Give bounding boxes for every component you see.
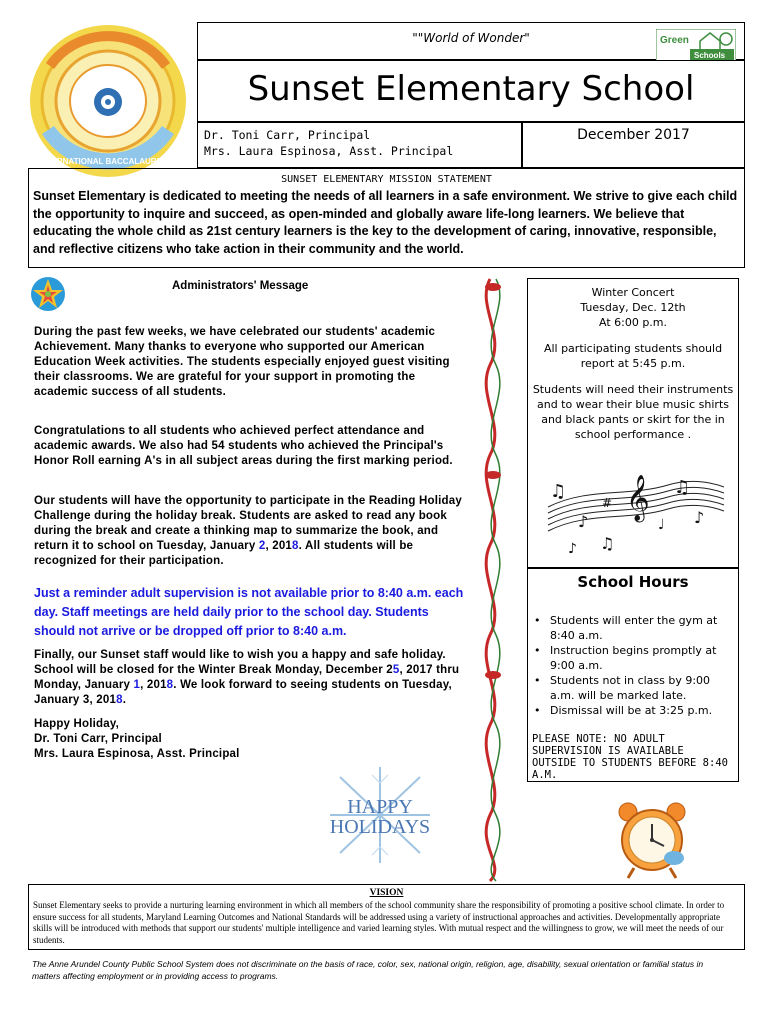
asst-principal-name: Mrs. Laura Espinosa, Asst. Principal	[204, 144, 454, 158]
holidays-text: HOLIDAYS	[329, 816, 431, 838]
mission-box	[28, 168, 745, 268]
vision-box	[28, 884, 745, 950]
principal-name: Dr. Toni Carr, Principal	[204, 128, 371, 142]
music-notes-icon	[538, 467, 728, 559]
admin-paragraph-achievement: During the past few weeks, we have celebrated our students' academic Achievement. Many thanks to everyone who supported our American Education Week activities. The students especially enjoyed guest visiting their classrooms. We are grateful for your support in promoting the academic success of all students.	[34, 326, 450, 398]
list-item: • Dismissal will be at 3:25 p.m.	[532, 703, 734, 718]
school-hours-list	[532, 613, 734, 718]
concert-report-time: All participating students should report at 5:45 p.m.	[543, 342, 723, 370]
star-icon	[30, 276, 66, 312]
ib-world-school-logo	[28, 22, 188, 180]
admin-paragraph-congratulations: Congratulations to all students who achieved perfect attendance and academic awards. We also had 54 students who achieved the Principal's Honor Roll earning A's in all subject areas during the first marking period.	[34, 425, 453, 467]
principal-box	[197, 122, 522, 168]
admin-message-heading: Administrators' Message	[172, 280, 309, 292]
closing-greeting: Happy Holiday,	[34, 718, 120, 730]
svg-text:♪: ♪	[568, 541, 577, 557]
svg-text:#: #	[602, 496, 613, 510]
green-schools-logo	[656, 29, 736, 61]
happy-holidays-image	[300, 765, 460, 865]
svg-text:𝄞: 𝄞	[626, 475, 650, 521]
list-item: • Students will enter the gym at 8:40 a.m.	[532, 613, 734, 643]
concert-title: Winter Concert	[591, 286, 675, 299]
list-item: • Instruction begins promptly at 9:00 a.m.	[532, 643, 734, 673]
svg-text:♫: ♫	[550, 481, 567, 502]
alarm-clock-icon	[612, 798, 692, 880]
admin-paragraph-winter-break: Finally, our Sunset staff would like to wish you a happy and safe holiday. School will be closed for the Winter Break Monday, December 25, 2017 thru Monday, January 1, 2018. We look forward to seeing students on Tuesday, January 3, 2018.	[34, 649, 460, 706]
school-title-box	[197, 60, 745, 122]
svg-text:♪: ♪	[694, 508, 705, 527]
issue-date: December 2017	[577, 127, 690, 143]
list-item: • Students not in class by 9:00 a.m. will be marked late.	[532, 673, 734, 703]
school-hours-box	[527, 568, 739, 782]
nondiscrimination-footer: The Anne Arundel County Public School System does not discriminate on the basis of race, color, sex, national origin, religion, age, disability, sexual orientation or familial status in matters affecting employment or in providing access to programs.	[32, 959, 704, 981]
concert-day: Tuesday, Dec. 12th	[580, 301, 686, 314]
school-hours-title: School Hours	[577, 573, 689, 591]
svg-text:♫: ♫	[674, 477, 691, 498]
svg-text:Schools: Schools	[694, 51, 726, 60]
admin-paragraph-reading-challenge: Our students will have the opportunity to participate in the Reading Holiday Challenge during the holiday break. Students are asked to read any book during the break and create a thinking map to summarize the book, and return it to school on Tuesday, January 2, 2018. All students will be recognized for their participation.	[34, 495, 462, 567]
mission-text: Sunset Elementary is dedicated to meeting the needs of all learners in a safe environment. We strive to give each child the opportunity to inquire and succeed, as open-minded and globally aware life-long learners. We believe that educating the whole child as 21st century learners is the key to the development of caring, innovative, responsible, and reflective citizens who take action in their community and the world.	[33, 189, 738, 256]
closing-principal: Dr. Toni Carr, Principal	[34, 733, 162, 745]
svg-text:♩: ♩	[658, 517, 665, 533]
admin-paragraph-supervision-reminder: Just a reminder adult supervision is not available prior to 8:40 a.m. each day. Staff meetings are held daily prior to the school day. Students should not arrive or be dropped off prior to 8:40 a.m.	[34, 586, 464, 638]
closing-asst-principal: Mrs. Laura Espinosa, Asst. Principal	[34, 748, 240, 760]
svg-text:♪: ♪	[578, 512, 589, 531]
date-box	[522, 122, 745, 168]
tagline-box	[197, 22, 745, 60]
concert-instructions: Students will need their instruments and to wear their blue music shirts and black pants or skirt for the in school performance .	[532, 383, 734, 441]
concert-heading	[528, 285, 738, 330]
vision-text: Sunset Elementary seeks to provide a nurturing learning environment in which all members of the school community share the responsibility of promoting a positive school climate. In order to ensure success for all students, Maryland Learning Outcomes and National Standards will be addressed using a variety of instructional approaches and activities. Developmentally appropriate skills will be introduced with methods that support our students' multiple intelligence and varied learning styles. With mutual respect and the willingness to grow, we will meet the needs of our students.	[33, 900, 725, 945]
mission-heading: SUNSET ELEMENTARY MISSION STATEMENT	[281, 174, 492, 185]
winter-concert-box	[527, 278, 739, 568]
concert-time: At 6:00 p.m.	[598, 316, 668, 329]
vision-heading: VISION	[369, 888, 404, 898]
happy-text: HAPPY	[347, 796, 413, 818]
svg-text:♫: ♫	[600, 534, 615, 553]
tagline: ""World of Wonder"	[412, 31, 530, 45]
ribbon-decoration	[472, 275, 514, 885]
school-title: Sunset Elementary School	[247, 69, 695, 109]
svg-text:Green: Green	[660, 35, 689, 46]
supervision-note: PLEASE NOTE: NO ADULT SUPERVISION IS AVAILABLE OUTSIDE TO STUDENTS BEFORE 8:40 A.M.	[532, 733, 728, 781]
admin-closing	[34, 717, 464, 762]
logo-ring-text: INTERNATIONAL BACCALAUREATE	[38, 157, 178, 166]
